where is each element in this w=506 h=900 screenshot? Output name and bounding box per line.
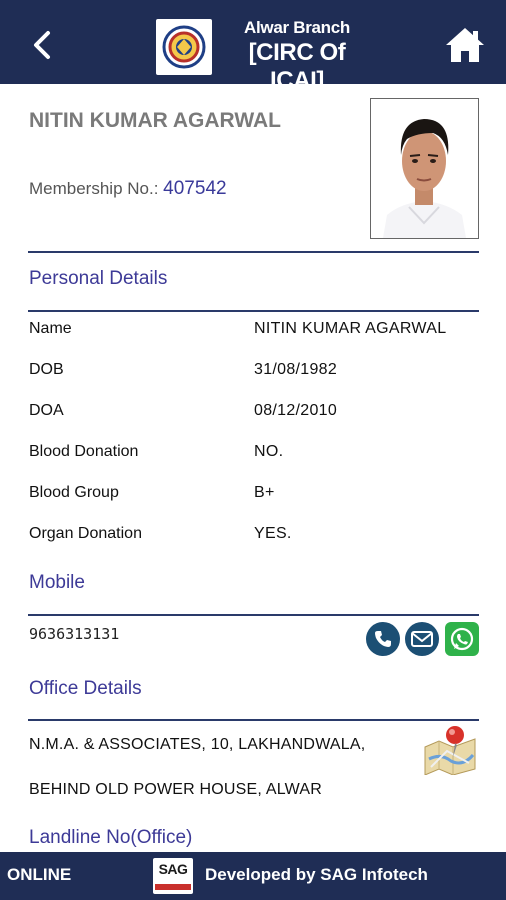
sag-logo bbox=[153, 858, 193, 894]
whatsapp-icon bbox=[449, 626, 475, 652]
detail-value: B+ bbox=[254, 484, 275, 501]
org-name: [CIRC Of ICAI] bbox=[248, 39, 346, 94]
detail-label: DOB bbox=[29, 361, 64, 378]
divider bbox=[28, 310, 479, 312]
home-button[interactable] bbox=[444, 26, 486, 64]
detail-value: 31/08/1982 bbox=[254, 361, 338, 378]
home-icon bbox=[444, 26, 486, 64]
mobile-number[interactable]: 9636313131 bbox=[29, 625, 120, 643]
mail-icon bbox=[411, 631, 433, 647]
membership-label: Membership No.: bbox=[29, 179, 159, 198]
detail-label: Name bbox=[29, 320, 72, 337]
phone-icon bbox=[373, 629, 393, 649]
detail-label: DOA bbox=[29, 402, 64, 419]
section-title-office: Office Details bbox=[29, 678, 142, 699]
detail-value: 08/12/2010 bbox=[254, 402, 338, 419]
section-title-mobile: Mobile bbox=[29, 572, 85, 593]
map-button[interactable] bbox=[421, 723, 479, 775]
detail-value: NO. bbox=[254, 443, 284, 460]
branch-name: Alwar Branch bbox=[244, 18, 350, 37]
membership-number: 407542 bbox=[163, 178, 227, 199]
back-button[interactable] bbox=[26, 28, 60, 62]
icai-logo bbox=[156, 19, 212, 75]
member-name: NITIN KUMAR AGARWAL bbox=[29, 109, 281, 132]
divider bbox=[28, 251, 479, 253]
divider bbox=[28, 614, 479, 616]
divider bbox=[28, 719, 479, 721]
map-pin-icon bbox=[421, 723, 479, 775]
office-address-line-2: BEHIND OLD POWER HOUSE, ALWAR bbox=[29, 781, 322, 798]
connection-status: ONLINE bbox=[7, 865, 72, 884]
email-button[interactable] bbox=[405, 622, 439, 656]
detail-value: YES. bbox=[254, 525, 292, 542]
membership-line bbox=[29, 178, 227, 200]
whatsapp-button[interactable] bbox=[445, 622, 479, 656]
app-header bbox=[0, 0, 506, 94]
avatar bbox=[371, 99, 478, 238]
app-footer bbox=[0, 852, 506, 900]
office-address-line-1: N.M.A. & ASSOCIATES, 10, LAKHANDWALA, bbox=[29, 736, 366, 753]
section-title-personal: Personal Details bbox=[29, 268, 168, 289]
developer-credit: Developed by SAG Infotech bbox=[205, 865, 428, 884]
detail-label: Organ Donation bbox=[29, 525, 142, 542]
sag-logo-bar bbox=[155, 884, 191, 890]
detail-label: Blood Donation bbox=[29, 443, 139, 460]
detail-label: Blood Group bbox=[29, 484, 119, 501]
call-button[interactable] bbox=[366, 622, 400, 656]
detail-value: NITIN KUMAR AGARWAL bbox=[254, 320, 447, 337]
section-title-landline: Landline No(Office) bbox=[29, 827, 193, 848]
header-title bbox=[222, 18, 372, 95]
sag-logo-text: SAG bbox=[158, 861, 188, 877]
back-arrow-icon bbox=[26, 28, 60, 62]
member-photo bbox=[370, 98, 479, 239]
icai-emblem-icon bbox=[162, 25, 206, 69]
